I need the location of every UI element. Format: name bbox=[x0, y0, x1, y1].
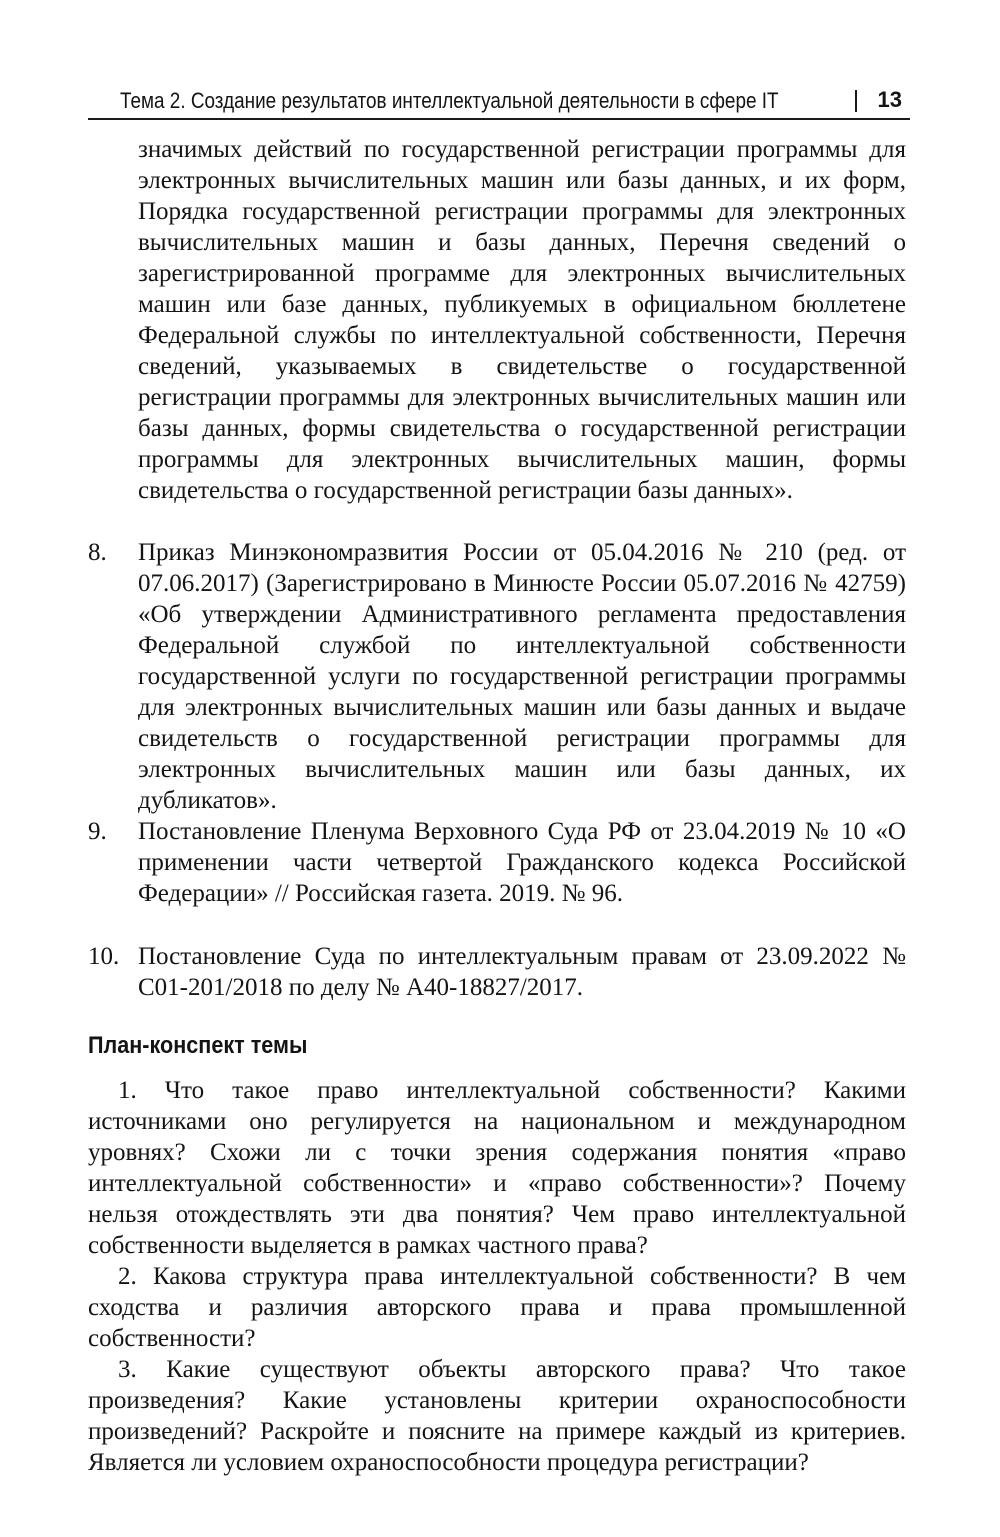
source-item-8 bbox=[88, 537, 906, 816]
continuation-paragraph bbox=[88, 134, 906, 506]
page-number: 13 bbox=[877, 87, 902, 112]
section-heading: План-конспект темы bbox=[88, 1032, 308, 1059]
running-title: Тема 2. Создание результатов интеллектуальной деятельности в сфере IT bbox=[120, 88, 779, 113]
running-header bbox=[88, 78, 910, 120]
source-text: Постановление Пленума Верховного Суда РФ от 23.04.2019 № 10 «О применении части четвертой Гражданского кодекса Российской Федерации» // Российская газета. 2019. № 96. bbox=[138, 818, 906, 907]
source-item-10 bbox=[88, 941, 906, 1003]
plan-question-2: 2. Какова структура права интеллектуальной собственности? В чем сходства и различия авторского права и права промышленной собственности? bbox=[88, 1263, 906, 1352]
header-separator bbox=[855, 90, 857, 112]
plan-questions bbox=[88, 1075, 906, 1478]
source-text: Постановление Суда по интеллектуальным правам от 23.09.2022 № С01-201/2018 по делу № А40-18827/2017. bbox=[138, 943, 906, 1001]
plan-question-3: 3. Какие существуют объекты авторского права? Что такое произведения? Какие установлены критерии охраноспособности произведений? Раскройте и поясните на примере каждый из критериев. Является ли условием охраноспособности процедура регистрации? bbox=[88, 1356, 906, 1476]
plan-question-1: 1. Что такое право интеллектуальной собственности? Какими источниками оно регулируется на национальном и международном уровнях? Схожи ли с точки зрения содержания понятия «право интеллектуальной собственности» и «право собственности»? Почему нельзя отождествлять эти два понятия? Чем право интеллектуальной собственности выделяется в рамках частного права? bbox=[88, 1077, 906, 1259]
sources-list bbox=[88, 537, 906, 1003]
source-number: 10. bbox=[88, 943, 120, 970]
source-number: 9. bbox=[88, 818, 107, 845]
source-number: 8. bbox=[88, 539, 107, 566]
source-text: Приказ Минэкономразвития России от 05.04.2016 № 210 (ред. от 07.06.2017) (Зарегистрировано в Минюсте России 05.07.2016 № 42759) «Об утверждении Административного регламента предоставления Федеральной службой по интеллектуальной собственности государственной услуги по государственной регистрации программы для электронных вычислительных машин или базы данных и выдаче свидетельств о государственной регистрации программы для электронных вычислительных машин или базы данных, их дубликатов». bbox=[138, 539, 906, 814]
continuation-text: значимых действий по государственной регистрации программы для электронных вычислительных машин или базы данных, и их форм, Порядка государственной регистрации программы для электронных вычислительных машин и базы данных, Перечня сведений о зарегистрированной программе для электронных вычислительных машин или базе данных, публикуемых в официальном бюллетене Федеральной службы по интеллектуальной собственности, Перечня сведений, указываемых в свидетельстве о государственной регистрации программы для электронных вычислительных машин или базы данных, формы свидетельства о государственной регистрации программы для электронных вычислительных машин, формы свидетельства о государственной регистрации базы данных». bbox=[138, 136, 906, 504]
source-item-9 bbox=[88, 816, 906, 909]
